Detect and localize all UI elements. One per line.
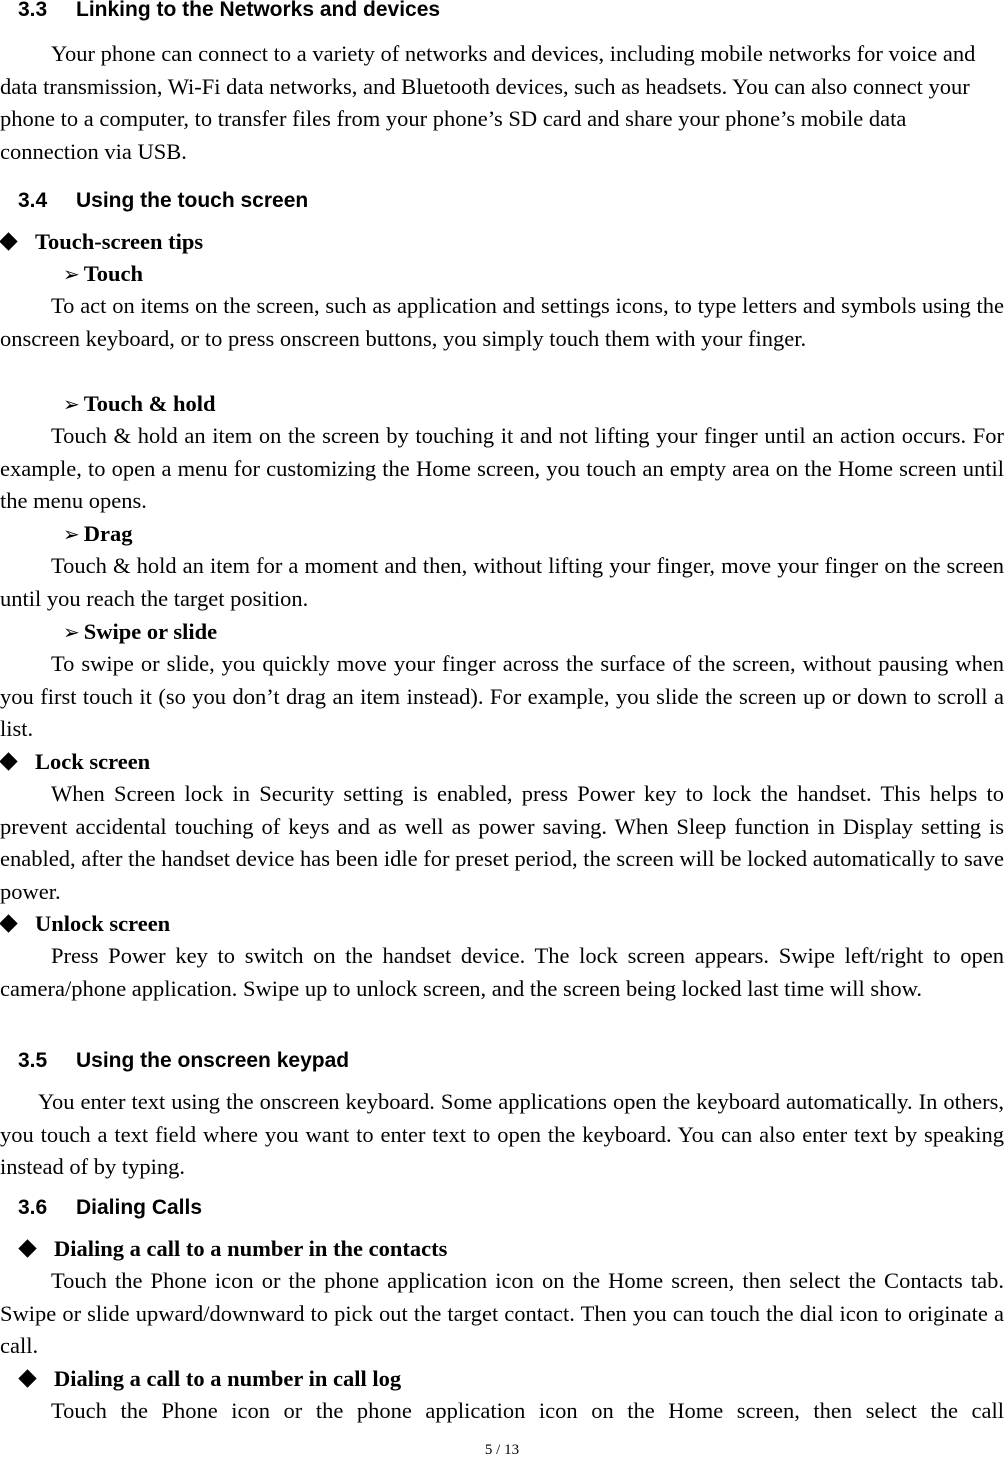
paragraph-touch: To act on items on the screen, such as application and settings icons, to type letters and symbols using the onscreen keyboard, or to press onscreen buttons, you simply touch them with your finger. [0, 293, 1004, 351]
paragraph-dial-log: Touch the Phone icon or the phone application icon on the Home screen, then select the call [51, 1398, 1004, 1423]
section-heading-3-5 [18, 1049, 349, 1073]
paragraph-unlock: Press Power key to switch on the handset device. The lock screen appears. Swipe left/right to open camera/phone application. Swipe up to unlock screen, and the screen being locked last time will show. [0, 943, 1004, 1001]
diamond-bullet-icon [18, 1239, 36, 1257]
paragraph-dial-contacts: Touch the Phone icon or the phone application icon on the Home screen, then select the Contacts tab. Swipe or slide upward/downward to pick out the target contact. Then you can touch the dial icon to originate a call. [0, 1268, 1004, 1358]
paragraph-keypad: You enter text using the onscreen keyboard. Some applications open the keyboard automatically. In others, you touch a text field where you want to enter text to open the keyboard. You can also enter text by speaking instead of by typing. [0, 1089, 1004, 1179]
arrow-bullet-icon: ➢ [63, 522, 80, 546]
paragraph-swipe: To swipe or slide, you quickly move your finger across the surface of the screen, without pausing when you first touch it (so you don’t drag an item instead). For example, you slide the screen up or down to scroll a list. [0, 651, 1004, 741]
section-number: 3.4 [18, 189, 48, 212]
section-title: Using the onscreen keypad [76, 1049, 350, 1072]
subitem-label: Touch & hold [83, 391, 216, 416]
section-number: 3.5 [18, 1049, 48, 1072]
section-title: Linking to the Networks and devices [76, 0, 441, 21]
subitem-swipe [63, 616, 217, 648]
page-number: 5 / 13 [484, 1442, 520, 1458]
bullet-lock-screen [2, 746, 150, 778]
arrow-bullet-icon: ➢ [63, 392, 80, 416]
section-number: 3.6 [18, 1196, 48, 1219]
bullet-label: Unlock screen [35, 911, 171, 936]
diamond-bullet-icon [0, 232, 18, 250]
section-heading-3-3 [18, 0, 440, 22]
diamond-bullet-icon [18, 1369, 36, 1387]
subitem-label: Touch [83, 261, 143, 286]
paragraph-lock: When Screen lock in Security setting is enabled, press Power key to lock the handset. This helps to prevent accidental touching of keys and as well as power saving. When Sleep function in Display setting is enabled, after the handset device has been idle for preset period, the screen will be locked automatically to save power. [0, 781, 1004, 904]
section-heading-3-4 [18, 189, 308, 213]
diamond-bullet-icon [0, 914, 18, 932]
bullet-unlock-screen [2, 908, 170, 940]
bullet-label: Dialing a call to a number in call log [54, 1366, 402, 1391]
arrow-bullet-icon: ➢ [63, 620, 80, 644]
subitem-touch-hold [63, 388, 216, 420]
section-number: 3.3 [18, 0, 48, 21]
bullet-label: Touch-screen tips [35, 229, 204, 254]
bullet-touch-screen-tips [2, 226, 203, 258]
bullet-label: Lock screen [35, 749, 151, 774]
bullet-dial-log [21, 1363, 401, 1395]
diamond-bullet-icon [0, 752, 18, 770]
paragraph-networks: Your phone can connect to a variety of networks and devices, including mobile networks for voice and data transmission, Wi-Fi data networks, and Bluetooth devices, such as headsets. You can also connect your phone to a computer, to transfer files from your phone’s SD card and share your phone’s mobile data connection via USB. [0, 41, 976, 164]
paragraph-drag: Touch & hold an item for a moment and then, without lifting your finger, move your finger on the screen until you reach the target position. [0, 553, 1004, 611]
subitem-drag [63, 518, 133, 550]
paragraph-touch-hold: Touch & hold an item on the screen by touching it and not lifting your finger until an action occurs. For example, to open a menu for customizing the Home screen, you touch an empty area on the Home screen until the menu opens. [0, 423, 1004, 513]
bullet-label: Dialing a call to a number in the contacts [54, 1236, 448, 1261]
section-title: Dialing Calls [76, 1196, 203, 1219]
subitem-label: Drag [83, 521, 133, 546]
bullet-dial-contacts [21, 1233, 447, 1265]
section-heading-3-6 [18, 1196, 202, 1220]
section-title: Using the touch screen [76, 189, 309, 212]
arrow-bullet-icon: ➢ [63, 262, 80, 286]
subitem-touch [63, 258, 143, 290]
subitem-label: Swipe or slide [83, 619, 218, 644]
